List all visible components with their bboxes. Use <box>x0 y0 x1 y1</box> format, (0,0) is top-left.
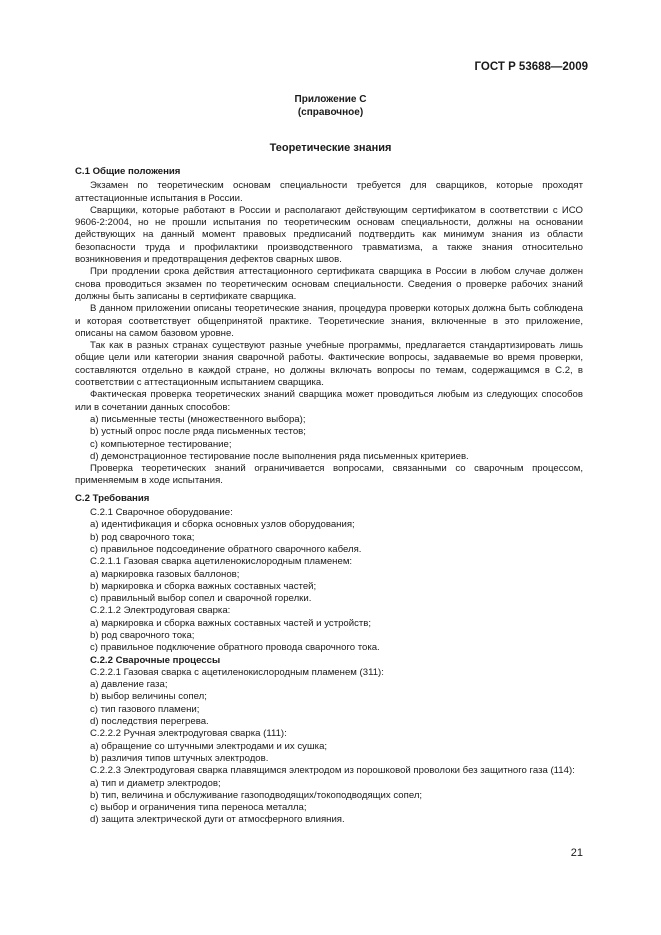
c223-paragraph: С.2.2.3 Электродуговая сварка плавящимся электродом из порошковой проволоки без защитного газа (114): <box>90 765 575 777</box>
list-item: a) тип и диаметр электродов; <box>90 777 221 789</box>
c1-paragraph: Проверка теоретических знаний ограничивается вопросами, связанными со сварочным процессом, применяемым в ходе испытания. <box>75 463 583 487</box>
list-item: С.2.2.1 Газовая сварка с ацетиленокислородным пламенем (311): <box>90 666 384 678</box>
c1-paragraph: Экзамен по теоретическим основам специальности требуется для сварщиков, которые проходят аттестационные испытания в России. <box>75 180 583 204</box>
document-code: ГОСТ Р 53688—2009 <box>474 61 588 73</box>
list-item: b) различия типов штучных электродов. <box>90 752 269 764</box>
c1-paragraph: Сварщики, которые работают в России и располагают действующим сертификатом в соответствии с ИСО 9606-2:2004, но не прошли испытания по теоретическим основам специальности, должны на основании действующих на данный момент правовых предписаний подтвердить как минимум знания из области безопасности труда и профилактики производственного травматизма, а также знания относительно возникновения и предотвращения дефектов сварных швов. <box>75 204 583 266</box>
list-item: c) правильный выбор сопел и сварочной горелки. <box>90 593 312 605</box>
list-item: a) маркировка и сборка важных составных частей и устройств; <box>90 617 372 629</box>
c1-heading: С.1 Общие положения <box>75 166 181 177</box>
list-item: d) последствия перегрева. <box>90 716 209 728</box>
list-item: c) тип газового пламени; <box>90 703 200 715</box>
document-body <box>75 166 583 827</box>
list-item: c) правильное подключение обратного провода сварочного тока. <box>90 642 380 654</box>
list-item: d) демонстрационное тестирование после выполнения ряда письменных критериев. <box>90 450 469 462</box>
list-item: С.2.1.2 Электродуговая сварка: <box>90 605 231 617</box>
list-item: b) выбор величины сопел; <box>90 691 207 703</box>
list-item: С.2.1.1 Газовая сварка ацетиленокислородным пламенем: <box>90 556 353 568</box>
list-item: a) давление газа; <box>90 679 168 691</box>
section-title: Теоретические знания <box>269 142 392 154</box>
c1-paragraph: При продлении срока действия аттестационного сертификата сварщика в России в любом случае должен снова проводиться экзамен по теоретическим основам специальности. Сведения о проверке рабочих знаний должны быть записаны в сертификате сварщика. <box>75 266 583 302</box>
list-item: b) маркировка и сборка важных составных частей; <box>90 580 317 592</box>
c2-heading: С.2 Требования <box>75 492 150 504</box>
annex-subtitle: (справочное) <box>297 106 364 118</box>
list-item: С.2.2.2 Ручная электродуговая сварка (111): <box>90 728 287 740</box>
c1-paragraph: Так как в разных странах существуют разные учебные программы, предлагается стандартизировать лишь общие цели или категории знания сварочной работы. Фактические вопросы, задаваемые во время проверки, составляются отдельно в каждой стране, но должны включать вопросы по темам, содержащимся в С.2, в соответствии с аттестационным испытанием сварщика. <box>75 340 583 389</box>
c22-heading: С.2.2 Сварочные процессы <box>90 654 221 666</box>
list-item: c) компьютерное тестирование; <box>90 438 232 450</box>
annex-title: Приложение С <box>294 94 367 105</box>
list-item: a) обращение со штучными электродами и их сушка; <box>90 740 328 752</box>
c1-paragraph: Фактическая проверка теоретических знаний сварщика может проводиться любым из следующих способов или в сочетании данных способов: <box>75 389 583 413</box>
c1-paragraph: В данном приложении описаны теоретические знания, процедура проверки которых должна быть соблюдена и которая соответствует общепринятой практике. Теоретические знания, включенные в это приложение, описаны на самом базовом уровне. <box>75 303 583 339</box>
list-item: b) устный опрос после ряда письменных тестов; <box>90 426 306 438</box>
list-item: b) тип, величина и обслуживание газоподводящих/токоподводящих сопел; <box>90 789 423 801</box>
list-item: С.2.1 Сварочное оборудование: <box>90 507 233 519</box>
list-item: b) род сварочного тока; <box>90 531 195 543</box>
page-number: 21 <box>570 847 583 859</box>
annex-header <box>0 94 661 119</box>
list-item: b) род сварочного тока; <box>90 629 195 641</box>
list-item: a) маркировка газовых баллонов; <box>90 568 240 580</box>
list-item: a) письменные тесты (множественного выбора); <box>90 413 306 425</box>
list-item: c) правильное подсоединение обратного сварочного кабеля. <box>90 543 362 555</box>
list-item: c) выбор и ограничения типа переноса металла; <box>90 802 307 814</box>
list-item: d) защита электрической дуги от атмосферного влияния. <box>90 814 345 826</box>
list-item: a) идентификация и сборка основных узлов оборудования; <box>90 519 355 531</box>
